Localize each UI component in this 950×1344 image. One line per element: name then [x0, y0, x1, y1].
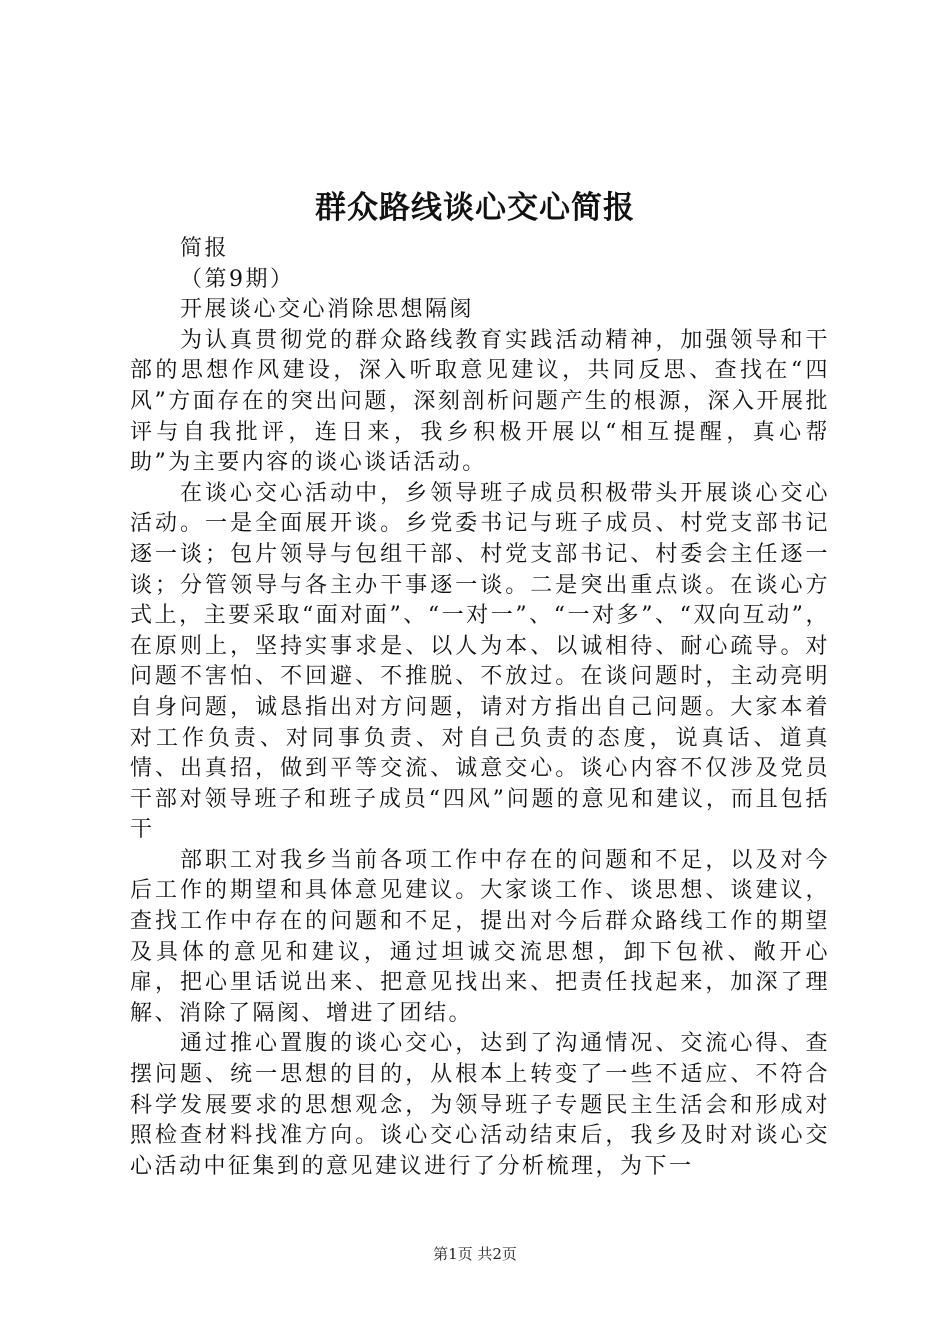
paragraph: 在谈心交心活动中，乡领导班子成员积极带头开展谈心交心活动。一是全面展开谈。乡党委书记与班子成员、村党支部书记逐一谈；包片领导与包组干部、村党支部书记、村委会主任逐一谈；分管领导与各主办干事逐一谈。二是突出重点谈。在谈心方式上，主要采取“面对面”、“一对一”、“一对多”、“双向互动”，在原则上，坚持实事求是、以人为本、以诚相待、耐心疏导。对问题不害怕、不回避、不推脱、不放过。在谈问题时，主动亮明自身问题，诚恳指出对方问题，请对方指出自己问题。大家本着对工作负责、对同事负责、对自己负责的态度，说真话、道真情、出真招，做到平等交流、诚意交心。谈心内容不仅涉及党员干部对领导班子和班子成员“四风”问题的意见和建议，而且包括干	[130, 480, 830, 843]
paragraph: 为认真贯彻党的群众路线教育实践活动精神，加强领导和干部的思想作风建设，深入听取意见建议，共同反思、查找在“四风”方面存在的突出问题，深刻剖析问题产生的根源，深入开展批评与自我批评，连日来，我乡积极开展以“相互提醒，真心帮助”为主要内容的谈心谈话活动。	[130, 327, 830, 476]
section-heading: 开展谈心交心消除思想隔阂	[180, 297, 475, 323]
paragraph: 部职工对我乡当前各项工作中存在的问题和不足，以及对今后工作的期望和具体意见建议。大家谈工作、谈思想、谈建议，查找工作中存在的问题和不足，提出对今后群众路线工作的期望及具体的意见和建议，通过坦诚交流思想，卸下包袱、敞开心扉，把心里话说出来、把意见找出来、把责任找起来，加深了理解、消除了隔阂、增进了团结。	[130, 847, 830, 1026]
page-footer: 第1页 共2页	[433, 1245, 517, 1263]
document-title: 群众路线谈心交心简报	[315, 190, 635, 226]
issue-number: （第9期）	[180, 266, 295, 292]
paragraph: 通过推心置腹的谈心交心，达到了沟通情况、交流心得、查摆问题、统一思想的目的，从根本上转变了一些不适应、不符合科学发展要求的思想观念，为领导班子专题民主生活会和形成对照检查材料找准方向。谈心交心活动结束后，我乡及时对谈心交心活动中征集到的意见建议进行了分析梳理，为下一	[130, 1031, 830, 1179]
heading-label: 简报	[180, 236, 230, 261]
document-body	[130, 234, 830, 1182]
